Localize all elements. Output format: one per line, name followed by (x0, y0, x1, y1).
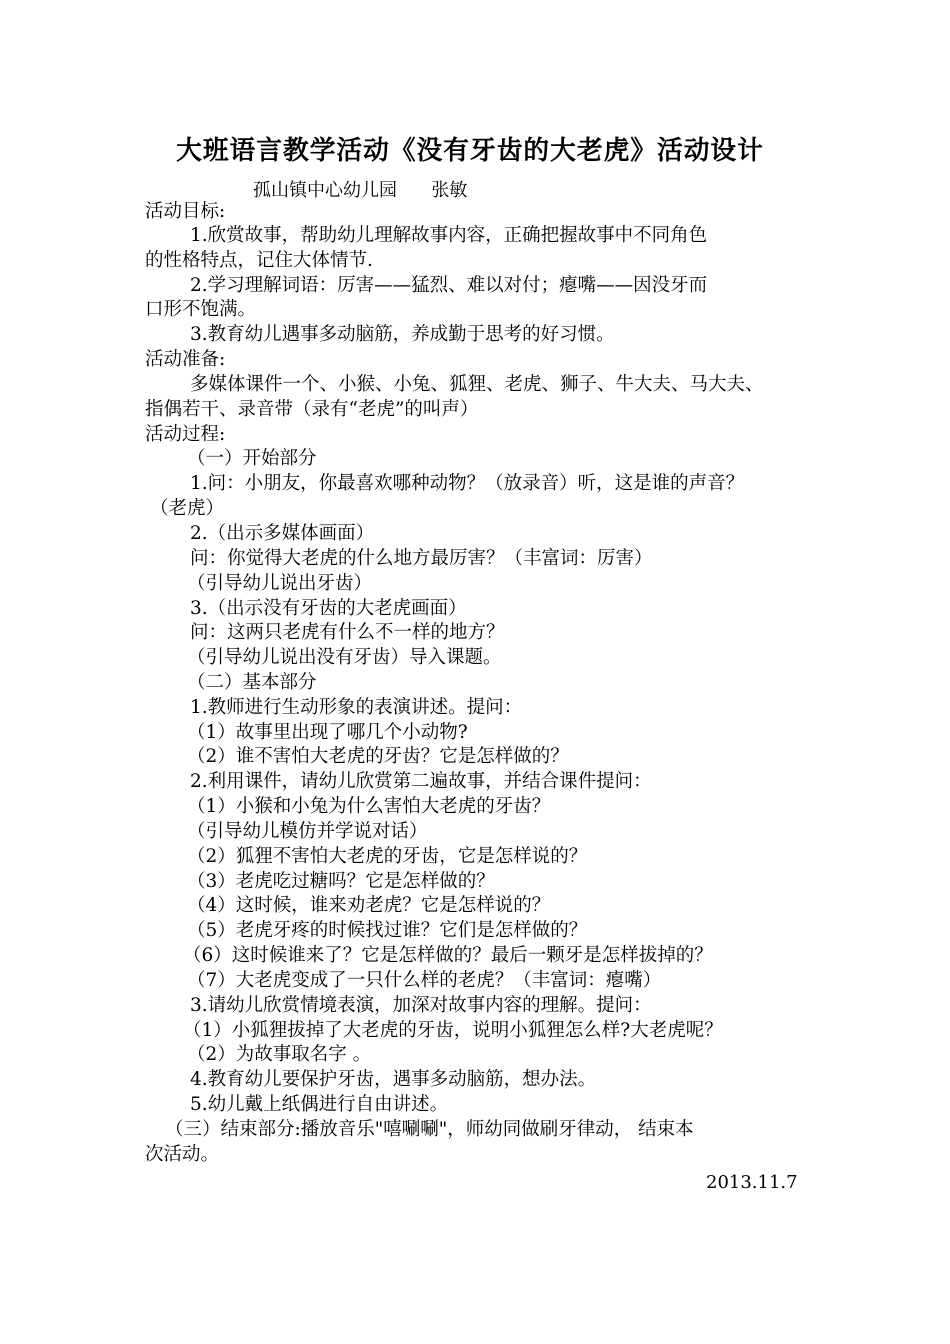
body-line: （三）结束部分:播放音乐"嘻唰唰"，师幼同做刷牙律动， 结束本 (165, 1119, 694, 1140)
body-line: 1.教师进行生动形象的表演讲述。提问： (190, 697, 523, 718)
body-line: 活动准备: (145, 349, 226, 370)
body-line: 5.幼儿戴上纸偶进行自由讲述。 (190, 1094, 449, 1115)
body-line: （4）这时候，谁来劝老虎？它是怎样说的？ (187, 895, 551, 916)
body-line: 2.（出示多媒体画面） (190, 523, 375, 544)
body-line: 问：这两只老虎有什么不一样的地方？ (190, 622, 505, 643)
body-line: 3.教育幼儿遇事多动脑筋，养成勤于思考的好习惯。 (190, 324, 615, 345)
body-line: （3）老虎吃过糖吗？它是怎样做的？ (187, 871, 495, 892)
body-line: （1）小猴和小兔为什么害怕大老虎的牙齿？ (187, 796, 551, 817)
body-line: （2）谁不害怕大老虎的牙齿？它是怎样做的？ (187, 746, 569, 767)
document-date: 2013.11.7 (706, 1172, 798, 1193)
body-line: （引导幼儿说出没有牙齿）导入课题。 (187, 647, 502, 668)
body-line: （5）老虎牙疼的时候找过谁？它们是怎样做的？ (187, 920, 588, 941)
body-line: 的性格特点，记住大体情节. (145, 250, 373, 271)
body-line: 活动过程: (145, 424, 226, 445)
body-line: 口形不饱满。 (145, 299, 257, 320)
body-line: 指偶若干、录音带（录有“老虎”的叫声） (145, 399, 479, 420)
body-line: 次活动。 (145, 1144, 220, 1165)
body-line: 2.利用课件，请幼儿欣赏第二遍故事，并结合课件提问： (190, 771, 652, 792)
body-line: 问：你觉得大老虎的什么地方最厉害？（丰富词：厉害） (190, 548, 653, 569)
body-line: 3.（出示没有牙齿的大老虎画面） (190, 598, 467, 619)
body-line: （1）小狐狸拔掉了大老虎的牙齿，说明小狐狸怎么样?大老虎呢？ (183, 1020, 723, 1041)
body-line: （7）大老虎变成了一只什么样的老虎？（丰富词：瘪嘴） (187, 970, 662, 991)
body-line: 多媒体课件一个、小猴、小兔、狐狸、老虎、狮子、牛大夫、马大夫、 (190, 374, 764, 395)
body-line: （1）故事里出现了哪几个小动物? (187, 722, 468, 743)
document-title: 大班语言教学活动《没有牙齿的大老虎》活动设计 (176, 136, 764, 166)
body-line: 1.问：小朋友，你最喜欢哪种动物？（放录音）听，这是谁的声音？ (190, 473, 745, 494)
author-line: 孤山镇中心幼儿园 张敏 (253, 180, 468, 201)
body-line: （6）这时候谁来了？它是怎样做的？最后一颗牙是怎样拔掉的？ (183, 945, 713, 966)
body-line: 2.学习理解词语：厉害——猛烈、难以对付；瘪嘴——因没牙而 (190, 275, 708, 296)
body-line: 4.教育幼儿要保护牙齿，遇事多动脑筋，想办法。 (190, 1069, 597, 1090)
body-line: （二）基本部分 (187, 672, 317, 693)
body-line: （一）开始部分 (187, 448, 317, 469)
body-line: （老虎） (150, 498, 225, 519)
body-line: （2）狐狸不害怕大老虎的牙齿，它是怎样说的？ (187, 846, 588, 867)
body-line: （引导幼儿说出牙齿） (187, 573, 373, 594)
body-line: （引导幼儿模仿并学说对话） (187, 821, 428, 842)
body-line: （2）为故事取名字 。 (187, 1044, 372, 1065)
body-line: 活动目标: (145, 201, 226, 222)
body-line: 1.欣赏故事，帮助幼儿理解故事内容，正确把握故事中不同角色 (190, 225, 708, 246)
body-line: 3.请幼儿欣赏情境表演，加深对故事内容的理解。提问： (190, 995, 652, 1016)
